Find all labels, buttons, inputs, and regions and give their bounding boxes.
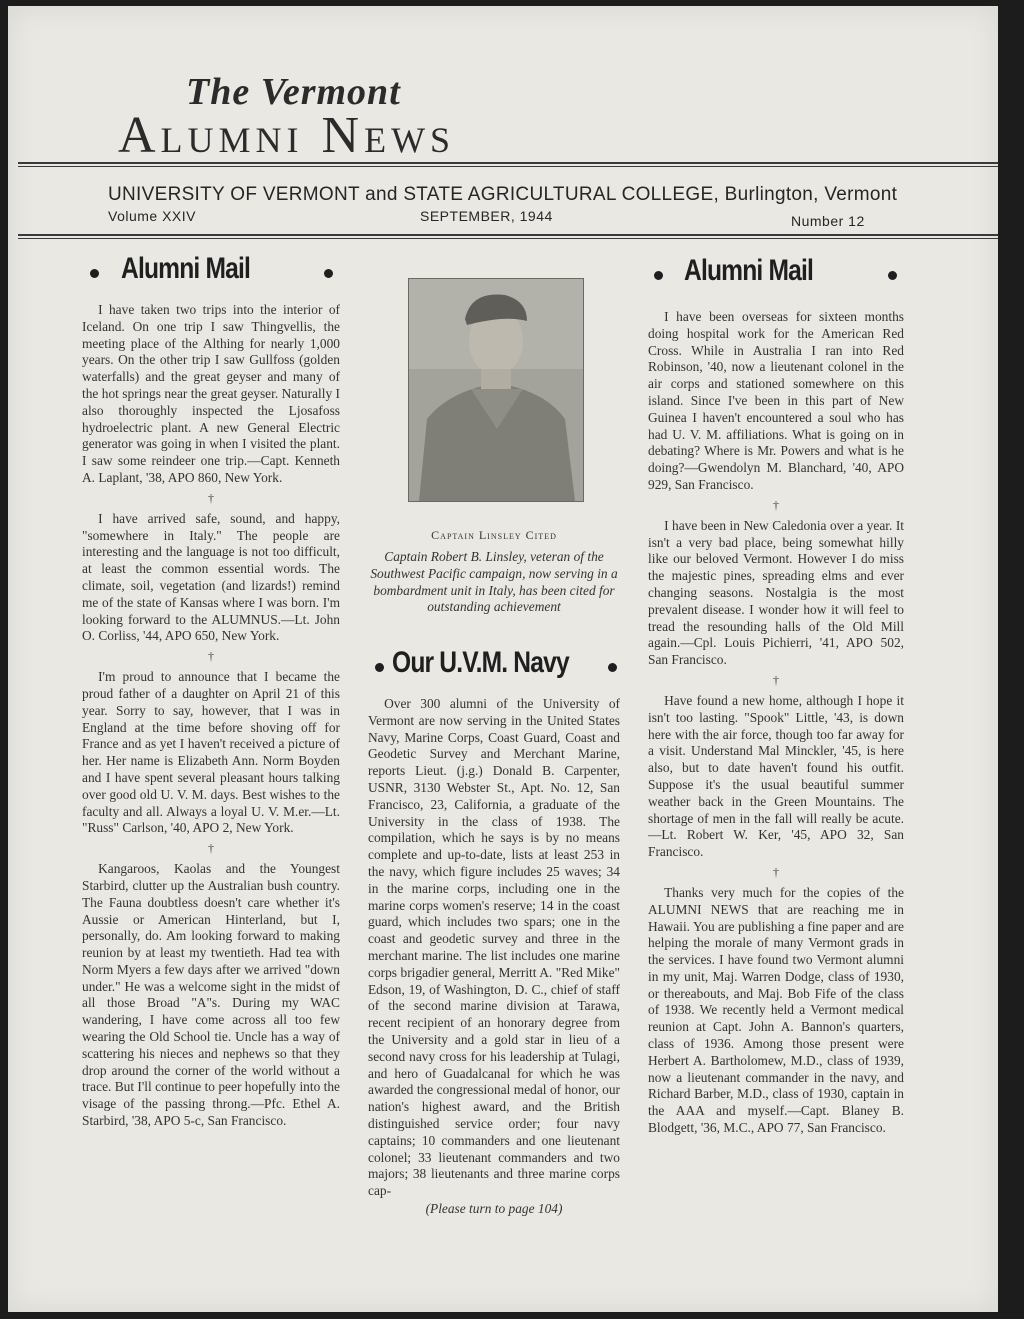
letter: I have arrived safe, sound, and happy, "somewhere in Italy." The people are interesting and the language is not too difficult, at least the common essential words. The climate, soil, vegetation (and lizards!) remind me of the state of Kansas where I was born. I'm looking forward to the ALUMNUS.—Lt. John O. Corliss, '44, APO 650, New York.: [82, 510, 340, 644]
letter: I have been overseas for sixteen months doing hospital work for the American Red Cross. While in Australia I ran into Red Robinson, '40, now a lieutenant colonel in the air corps and stationed somewhere on this island. Since I've been in this part of New Guinea I haven't encountered a soul who has had U. V. M. affiliations. What is going on in debating? Where is Mr. Powers and what is he doing?—Gwendolyn M. Blanchard, '40, APO 929, San Francisco.: [648, 309, 904, 492]
newsletter-page: [8, 6, 998, 1312]
masthead-rule-thin: [18, 166, 998, 167]
letter: I have taken two trips into the interior of Iceland. On one trip I saw Thingvellis, the meeting place of the Althing for nearly 1,000 years. On the other trip I saw Gullfoss (golden waterfalls) and the great geyser and many of the hot springs near the great geyser. Naturally I also thoroughly inspected the Ljosafoss hydroelectric plant. A new General Electric generator was going in when I visited the plant. I saw some reindeer one trip.—Capt. Kenneth A. Laplant, '38, APO 860, New York.: [82, 302, 340, 485]
bullet-icon: [608, 663, 617, 672]
dagger-divider-icon: †: [208, 841, 214, 856]
issue-date: SEPTEMBER, 1944: [420, 208, 553, 224]
continued-notice: (Please turn to page 104): [425, 1200, 563, 1216]
dagger-divider-icon: †: [208, 649, 214, 664]
column1-heading: Alumni Mail: [121, 252, 251, 285]
navy-article-body: Over 300 alumni of the University of Vermont are now serving in the United States Navy, Marine Corps, Coast Guard, Coast and Geodetic Survey and Merchant Marine, reports Lieut. (j.g.) Donald B. Carpenter, USNR, 3130 Webster St., Apt. No. 12, San Francisco, 23, California, a graduate of the University in the class of 1938. The compilation, which he says is by no means complete and up-to-date, lists at least 253 in the navy, which figure includes 25 waves; 34 in the marine corps, including one in the marine corps women's reserve; 14 in the coast guard, which includes two spars; one in the coast and geodetic survey and three in the merchant marine. The list includes one marine corps brigadier general, Merritt A. "Red Mike" Edson, 19, of Washington, D. C., chief of staff of the second marine division at Tarawa, recent recipient of an honorary degree from the University and a gold star in lieu of a second navy cross for his leadership at Tulagi, and hero of Guadalcanal for which he was awarded the congressional medal of honor, our nation's highest award, and the British distinguished service order; four navy captains; 10 commanders and one lieutenant colonel; 33 lieutenant commanders and two majors; 38 lieutenants and three marine corps cap-: [368, 696, 620, 1199]
column3-letters: [648, 309, 904, 1137]
bullet-icon: [888, 271, 897, 280]
masthead-the-vermont: The Vermont: [186, 71, 401, 113]
issue-number: Number 12: [791, 213, 865, 229]
photo-caption-title: Captain Linsley Cited: [431, 528, 557, 542]
column2-article: [368, 696, 620, 1218]
portrait-illustration: [409, 279, 583, 501]
subheader-rule-thin: [18, 238, 998, 239]
column2-heading: Our U.V.M. Navy: [392, 646, 569, 679]
dagger-divider-icon: †: [208, 490, 214, 505]
volume-label: Volume XXIV: [108, 208, 196, 224]
column3-heading: Alumni Mail: [684, 254, 814, 287]
dagger-divider-icon: †: [773, 864, 779, 879]
photo-caption-text: Captain Robert B. Linsley, veteran of the Southwest Pacific campaign, now serving in a bombardment unit in Italy, has been cited for outstanding achievement: [370, 549, 618, 615]
masthead-rule: [18, 162, 998, 164]
column1-letters: [82, 302, 340, 1130]
letter: Thanks very much for the copies of the ALUMNI NEWS that are reaching me in Hawaii. You are publishing a fine paper and are helping the morale of many Vermont grads in the services. I have found two Vermont alumni in my unit, Maj. Warren Dodge, class of 1930, or thereabouts, and Maj. Bob Fife of the class of 1938. We recently held a Vermont medical reunion at Capt. John A. Bannon's quarters, class of 1936. Among those present were Herbert A. Bartholomew, M.D., class of 1939, now a lieutenant commander in the navy, and Richard Barber, M.D., class of 1930, captain in the AAA and myself.—Capt. Blaney B. Blodgett, '36, M.C., APO 77, San Francisco.: [648, 884, 904, 1136]
subheader-rule: [18, 234, 998, 236]
bullet-icon: [654, 271, 663, 280]
bullet-icon: [375, 663, 384, 672]
dagger-divider-icon: †: [773, 497, 779, 512]
letter: I'm proud to announce that I became the proud father of a daughter on April 21 of this year. Sorry to say, however, that I was in England at the time before shoving off for France and as yet I haven't received a picture of her. Her name is Elizabeth Ann. Norm Boyden and I have spent several pleasant hours talking over good old U. V. M. days. Best wishes to the faculty and all. Always a loyal U. V. M.er.—Lt. "Russ" Carlson, '40, APO 2, New York.: [82, 669, 340, 836]
letter: Have found a new home, although I hope it isn't too lasting. "Spook" Little, '43, is down here with the air force, though too far away for a visit. Understand Mal Minckler, '45, is here also, but to date haven't found his outfit. Suppose it's the usual beautiful summer weather back in the Green Mountains. The shortage of men in the fall will really be acute.—Lt. Robert W. Ker, '45, APO 32, San Francisco.: [648, 692, 904, 860]
bullet-icon: [90, 269, 99, 278]
portrait-photo: [408, 278, 584, 502]
letter: I have been in New Caledonia over a year. It isn't a very bad place, being somewhat hilly like our beloved Vermont. However I do miss the majestic pines, spreading elms and ever changing seasons. Nostalgia is the most prevalent disease. I wonder how it will feel to tread the resounding halls of the Old Mill again.—Cpl. Louis Pichierri, '41, APO 502, San Francisco.: [648, 517, 904, 668]
university-line: UNIVERSITY OF VERMONT and STATE AGRICULTURAL COLLEGE, Burlington, Vermont: [108, 184, 898, 205]
dagger-divider-icon: †: [773, 672, 779, 687]
letter: Kangaroos, Kaolas and the Youngest Starbird, clutter up the Australian bush country. The Fauna doubtless doesn't care whether it's Aussie or American Hinterland, but I, personally, do. Am looking forward to making reunion by at least my twentieth. Had tea with Norm Myers a few days after we arrived "down under." He was a welcome sight in the midst of all those Broad "A"s. During my WAC wandering, I have come across all too few wearing the Old School tie. Uncle has a way of scattering his nieces and nephews so that they drop around the corner of the world without a trace. But I'll continue to peer hopefully into the visage of the passing throng.—Pfc. Ethel A. Starbird, '38, APO 5-c, San Francisco.: [82, 861, 340, 1129]
bullet-icon: [324, 269, 333, 278]
masthead-alumni-news: Alumni News: [118, 107, 456, 164]
